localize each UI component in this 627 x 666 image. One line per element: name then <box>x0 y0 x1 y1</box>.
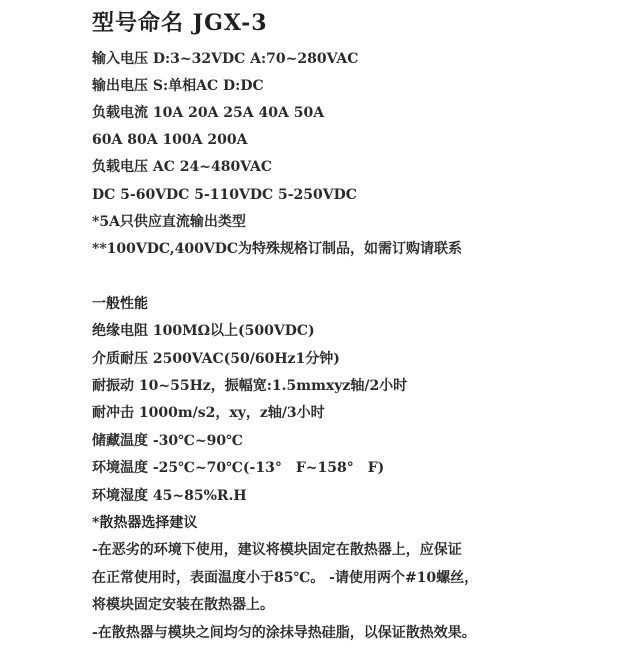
load-voltage-ac-line: 负载电压 AC 24~480VAC <box>92 159 272 175</box>
dc-output-note: *5A只供应直流输出类型 <box>92 214 246 230</box>
general-performance-heading: 一般性能 <box>92 296 148 312</box>
output-voltage-line: 输出电压 S:单相AC D:DC <box>92 78 264 94</box>
heatsink-advice-heading: *散热器选择建议 <box>92 515 198 531</box>
vibration-resistance-line: 耐振动 10~55Hz，振幅宽:1.5mmxyz轴/2小时 <box>92 378 408 394</box>
insulation-resistance-line: 绝缘电阻 100MΩ以上(500VDC) <box>92 323 315 339</box>
load-current-line: 负载电流 10A 20A 25A 40A 50A <box>92 105 325 121</box>
ambient-temperature-line: 环境温度 -25℃~70℃(-13° F~158° F) <box>92 460 385 476</box>
heatsink-advice-line-4: -在散热器与模块之间均匀的涂抹导热硅脂，以保证散热效果。 <box>92 625 476 641</box>
load-current-continued-line: 60A 80A 100A 200A <box>92 132 248 148</box>
model-title: 型号命名 JGX-3 <box>92 10 268 36</box>
input-voltage-line: 输入电压 D:3~32VDC A:70~280VAC <box>92 51 359 67</box>
custom-order-note: **100VDC,400VDC为特殊规格订制品，如需订购请联系 <box>92 241 463 257</box>
load-voltage-dc-line: DC 5-60VDC 5-110VDC 5-250VDC <box>92 187 357 203</box>
dielectric-strength-line: 介质耐压 2500VAC(50/60Hz1分钟) <box>92 351 340 367</box>
heatsink-advice-line-1: -在恶劣的环境下使用，建议将模块固定在散热器上，应保证 <box>92 542 462 558</box>
heatsink-advice-line-3: 将模块固定安装在散热器上。 <box>92 597 274 613</box>
storage-temperature-line: 储藏温度 -30℃~90℃ <box>92 433 243 449</box>
shock-resistance-line: 耐冲击 1000m/s2，xy，z轴/3小时 <box>92 405 325 421</box>
ambient-humidity-line: 环境湿度 45~85%R.H <box>92 488 247 504</box>
heatsink-advice-line-2: 在正常使用时，表面温度小于85℃。 -请使用两个#10螺丝， <box>92 570 479 586</box>
